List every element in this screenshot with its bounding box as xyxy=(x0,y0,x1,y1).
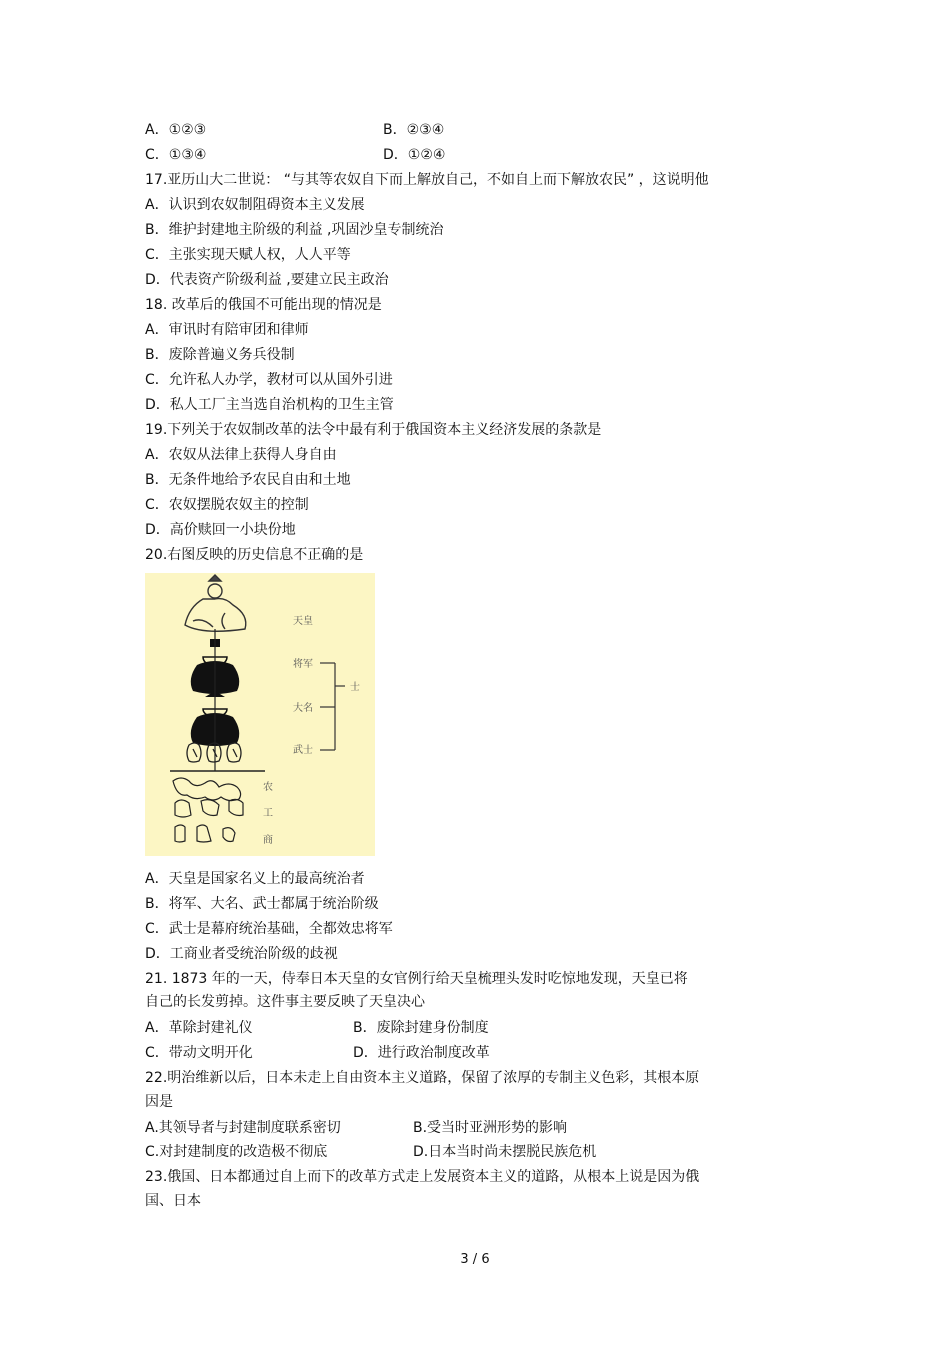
label-tenno: 天皇 xyxy=(293,616,313,627)
q21-option-b: B．废除封建身份制度 xyxy=(353,1020,489,1036)
q17-option-b: B．维护封建地主阶级的利益 ,巩固沙皇专制统治 xyxy=(145,222,444,238)
q18-option-c: C．允许私人办学，教材可以从国外引进 xyxy=(145,372,393,388)
page-number: 3 / 6 xyxy=(460,1252,490,1267)
q19-stem: 19.下列关于农奴制改革的法令中最有利于俄国资本主义经济发展的条款是 xyxy=(145,422,602,438)
q18-stem: 18. 改革后的俄国不可能出现的情况是 xyxy=(145,297,382,313)
q20-option-a: A．天皇是国家名义上的最高统治者 xyxy=(145,871,365,887)
q19-option-c: C．农奴摆脱农奴主的控制 xyxy=(145,497,309,513)
q16-option-c: C．①③④ xyxy=(145,147,207,163)
shi-bracket xyxy=(320,663,345,750)
q22-option-d: D.日本当时尚未摆脱民族危机 xyxy=(413,1144,597,1160)
q21-option-a: A．革除封建礼仪 xyxy=(145,1020,253,1036)
q23-stem-line-2: 国、日本 xyxy=(145,1193,201,1209)
q22-option-b: B.受当时亚洲形势的影响 xyxy=(413,1120,568,1136)
q20-option-c: C．武士是幕府统治基础，全都效忠将军 xyxy=(145,921,393,937)
q18-option-a: A．审讯时有陪审团和律师 xyxy=(145,322,309,338)
q19-option-b: B．无条件地给予农民自由和土地 xyxy=(145,472,351,488)
q21-option-d: D．进行政治制度改革 xyxy=(353,1045,490,1061)
q19-option-d: D．高价赎回一小块份地 xyxy=(145,522,296,538)
q22-option-a: A.其领导者与封建制度联系密切 xyxy=(145,1120,341,1136)
q22-option-c: C.对封建制度的改造极不彻底 xyxy=(145,1144,328,1160)
q19-option-a: A．农奴从法律上获得人身自由 xyxy=(145,447,337,463)
q20-option-b: B．将军、大名、武士都属于统治阶级 xyxy=(145,896,379,912)
q16-option-d: D．①②④ xyxy=(383,147,446,163)
q21-stem-line-1: 21. 1873 年的一天，侍奉日本天皇的女官例行给天皇梳理头发时吃惊地发现，天皇已将 xyxy=(145,971,688,987)
q18-option-d: D．私人工厂主当选自治机构的卫生主管 xyxy=(145,397,394,413)
q20-option-d: D．工商业者受统治阶级的歧视 xyxy=(145,946,338,962)
label-bushi: 武士 xyxy=(293,745,313,756)
q16-option-b: B．②③④ xyxy=(383,122,445,138)
q21-stem-line-2: 自己的长发剪掉。这件事主要反映了天皇决心 xyxy=(145,994,425,1010)
label-daimyo: 大名 xyxy=(293,703,313,714)
japan-social-hierarchy-figure xyxy=(145,573,375,856)
label-shi: 士 xyxy=(350,682,360,693)
label-shogun: 将军 xyxy=(293,659,313,670)
q22-stem-line-2: 因是 xyxy=(145,1094,173,1110)
q17-option-c: C．主张实现天赋人权，人人平等 xyxy=(145,247,351,263)
q20-stem: 20.右图反映的历史信息不正确的是 xyxy=(145,547,364,563)
q18-option-b: B．废除普遍义务兵役制 xyxy=(145,347,295,363)
label-gong: 工 xyxy=(263,808,273,819)
q17-option-a: A．认识到农奴制阻碍资本主义发展 xyxy=(145,197,365,213)
q16-option-a: A．①②③ xyxy=(145,122,207,138)
q17-stem: 17.亚历山大二世说： “与其等农奴自下而上解放自己，不如自上而下解放农民” ，这说明他 xyxy=(145,172,709,188)
q23-stem-line-1: 23.俄国、日本都通过自上而下的改革方式走上发展资本主义的道路，从根本上说是因为俄 xyxy=(145,1169,700,1185)
commoner-figures-icon xyxy=(173,778,243,842)
q17-option-d: D．代表资产阶级利益 ,要建立民主政治 xyxy=(145,272,389,288)
label-nong: 农 xyxy=(263,782,273,793)
emperor-figure-icon xyxy=(185,575,246,631)
q21-option-c: C．带动文明开化 xyxy=(145,1045,253,1061)
q22-stem-line-1: 22.明治维新以后，日本未走上自由资本主义道路，保留了浓厚的专制主义色彩，其根本原 xyxy=(145,1070,700,1086)
label-shang: 商 xyxy=(263,835,273,846)
